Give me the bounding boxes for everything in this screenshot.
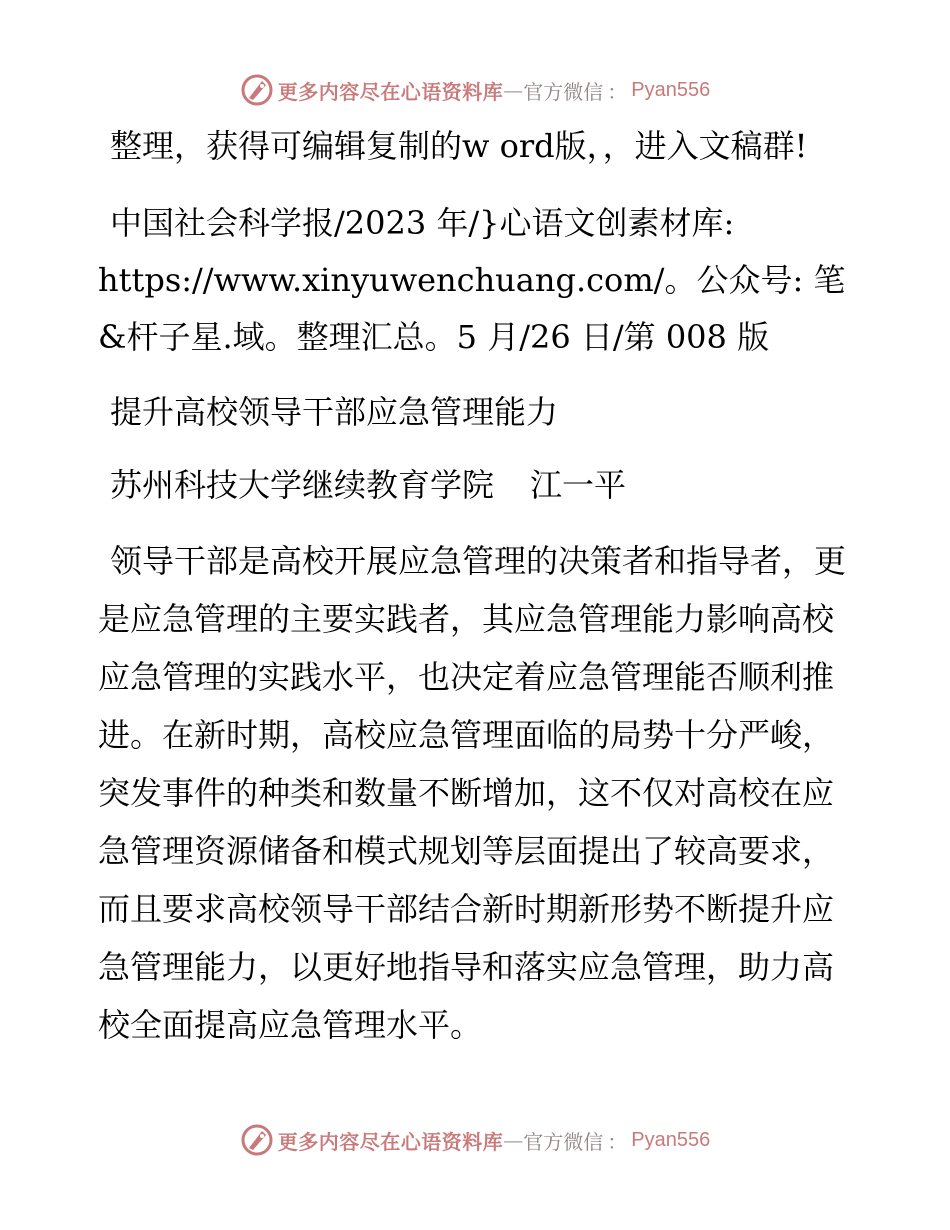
footer-banner bbox=[0, 1120, 950, 1160]
source-paragraph: 中国社会科学报/2023 年/}心语文创素材库: https://www.xinyuwenchuang.com/。公众号: 笔&杆子星.域。整理汇总。5 月/26 日/第 008 版 bbox=[98, 204, 846, 356]
banner-separator: — bbox=[503, 78, 524, 102]
banner-main-text: 更多内容尽在心语资料库 bbox=[277, 1129, 504, 1154]
pen-nib-logo-icon bbox=[240, 1123, 274, 1157]
banner-main-text: 更多内容尽在心语资料库 bbox=[277, 79, 504, 104]
banner-separator: — bbox=[503, 1128, 524, 1152]
article-title: 提升高校领导干部应急管理能力 bbox=[110, 393, 559, 431]
banner-wechat-id: Pyan556 bbox=[631, 78, 711, 101]
author-org: 苏州科技大学继续教育学院 bbox=[110, 466, 495, 504]
intro-paragraph: 整理，获得可编辑复制的w ord版，，进入文稿群! bbox=[110, 127, 808, 165]
banner-label: 官方微信 bbox=[523, 79, 604, 104]
pen-nib-logo-icon bbox=[240, 73, 274, 107]
banner-colon: ： bbox=[607, 79, 628, 104]
banner-label: 官方微信 bbox=[523, 1129, 604, 1154]
author-line bbox=[98, 459, 858, 512]
header-banner bbox=[0, 70, 950, 110]
author-name: 江一平 bbox=[530, 466, 627, 504]
body-paragraph: 领导干部是高校开展应急管理的决策者和指导者，更是应急管理的主要实践者，其应急管理能力影响高校应急管理的实践水平，也决定着应急管理能否顺利推进。在新时期，高校应急管理面临的局势十分严峻，突发事件的种类和数量不断增加，这不仅对高校在应急管理资源储备和模式规划等层面提出了较高要求，而且要求高校领导干部结合新时期新形势不断提升应急管理能力，以更好地指导和落实应急管理，助力高校全面提高应急管理水平。 bbox=[98, 542, 847, 1044]
document-body bbox=[98, 118, 858, 1054]
banner-colon: ： bbox=[607, 1129, 628, 1154]
banner-wechat-id: Pyan556 bbox=[631, 1128, 711, 1151]
